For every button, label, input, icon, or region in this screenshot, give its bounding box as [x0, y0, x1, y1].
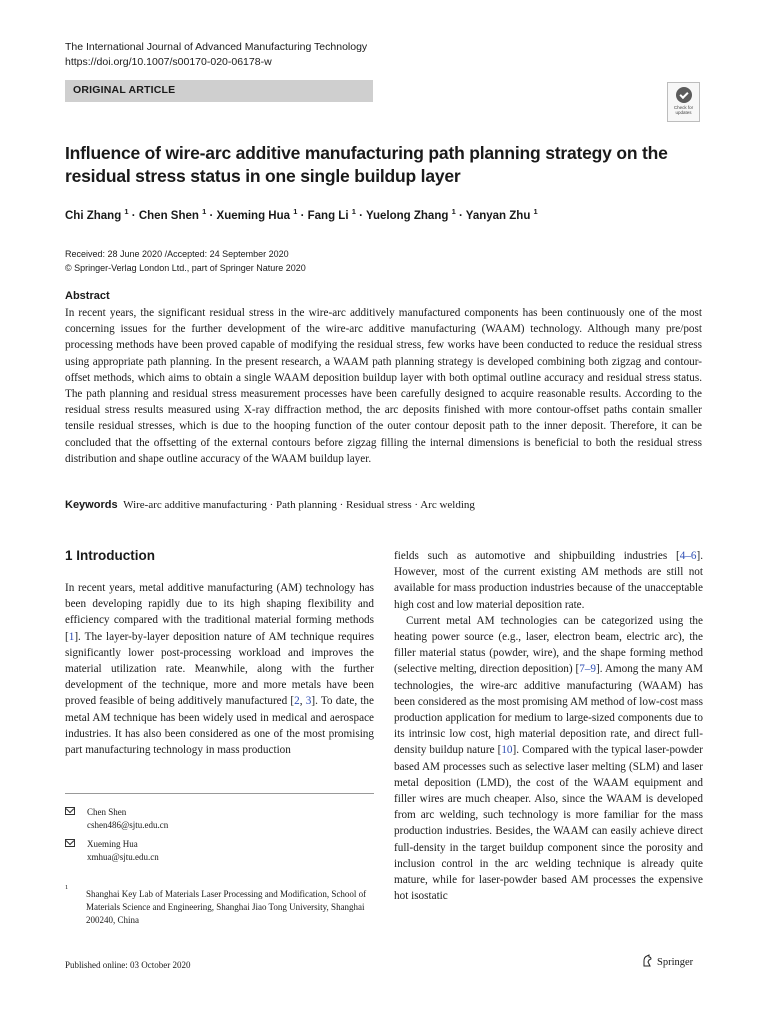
received-accepted-dates: Received: 28 June 2020 /Accepted: 24 September 2020	[65, 249, 289, 259]
text-run: ]. To date, the metal AM technique has been widely used in medical and aerospace industries. It has also been considered as one of the most promising part manufacturing technology in mass production	[65, 695, 374, 757]
check-for-updates-label: Check for updates	[673, 105, 694, 115]
author-name[interactable]: Chi Zhang	[65, 209, 122, 222]
article-dates	[65, 247, 306, 275]
journal-header	[65, 40, 367, 70]
author-separator: ·	[300, 209, 305, 222]
contact-email[interactable]: cshen486@sjtu.edu.cn	[87, 820, 169, 830]
body-column-left	[65, 580, 374, 758]
author-list	[65, 207, 538, 222]
check-badge-icon	[676, 87, 692, 103]
envelope-icon	[65, 807, 75, 815]
author-name[interactable]: Yuelong Zhang	[365, 209, 449, 222]
affiliation-text: Shanghai Key Lab of Materials Laser Processing and Modification, School of Materials Science and Engineering, Shanghai Jiao Tong University, Shanghai 200240, China	[86, 889, 367, 925]
contact-name: Chen Shen	[87, 807, 127, 817]
section-heading: 1 Introduction	[65, 548, 155, 563]
springer-horse-icon	[642, 954, 653, 967]
citation-link[interactable]: 7–9	[579, 663, 597, 676]
doi-link[interactable]: https://doi.org/10.1007/s00170-020-06178-w	[65, 56, 272, 68]
text-run: ]. The layer-by-layer deposition nature of AM technique requires significantly lower post-processing workload and improves the material utilization rate. Meanwhile, along with the further development of the technique, more and more metals have been proved feasible of being additively manufactured [	[65, 630, 374, 708]
paragraph	[394, 613, 703, 905]
text-run: In recent years, metal additive manufacturing (AM) technology has been developing rapidly due to its high shaping flexibility and efficiency compared with the traditional material forming methods [	[65, 582, 374, 643]
keywords-line	[65, 499, 475, 511]
author-separator: ·	[209, 209, 214, 222]
text-run: Current metal AM technologies can be categorized using the heating power source (e.g., laser, electron beam, electric arc), the filler material status (powder, wire), and the shape forming method (selective melting, direction deposition) [	[394, 614, 703, 676]
check-for-updates-button[interactable]	[667, 82, 700, 122]
abstract-heading: Abstract	[65, 290, 110, 302]
author-affiliation-mark: 1	[451, 207, 456, 216]
citation-link[interactable]: 4–6	[679, 550, 697, 562]
contact-name: Xueming Hua	[87, 839, 138, 849]
citation-link[interactable]: 3	[305, 695, 312, 708]
text-run: ,	[299, 695, 306, 708]
citation-link[interactable]: 2	[294, 695, 300, 708]
publisher-logo	[642, 952, 693, 968]
author-name[interactable]: Fang Li	[307, 209, 349, 222]
author-separator: ·	[458, 209, 463, 222]
paragraph	[394, 548, 703, 613]
article-type-bar	[65, 80, 373, 102]
author-affiliation-mark: 1	[533, 207, 538, 216]
paragraph	[65, 580, 374, 758]
author-affiliation-mark: 1	[124, 207, 129, 216]
abstract-text: In recent years, the significant residual stress in the wire-arc additively manufactured components has been continuously one of the most concerning issues for the further development of the wire-arc additive manufacturing (WAAM) technology. Although many pre/post processing methods have been proved capable of modifying the residual stress, few works have been conducted to reduce the residual stress using appropriate path planning. In the present research, a WAAM path planning strategy is developed combining both zigzag and contour-offset methods, which aims to obtain a single WAAM deposition buildup layer with both optimal outline accuracy and residual stress status. The path planning and residual stress measurement processes have been carefully designed to acquire reasonable results. According to the residual stress results measured using X-ray diffraction method, the arc deposits finished with more contour-offset paths contain smaller tensile residual stresses, which is due to the hooping function of the outer contour deposit path to the inner deposit. Therefore, it can be concluded that the offsetting of the external contours before zigzag filling the internal dimensions is beneficial to both the residual stress distribution and shape outline accuracy of the WAAM buildup layer.	[65, 307, 702, 465]
author-separator: ·	[131, 209, 136, 222]
article-title: Influence of wire-arc additive manufacturing path planning strategy on the residual stress status in one single buildup layer	[65, 143, 668, 186]
affiliation-number: 1	[65, 884, 69, 891]
author-affiliation-mark: 1	[293, 207, 298, 216]
journal-name: The International Journal of Advanced Manufacturing Technology	[65, 41, 368, 53]
article-type-label: ORIGINAL ARTICLE	[73, 84, 176, 96]
keywords-heading: Keywords	[65, 499, 118, 511]
published-date: Published online: 03 October 2020	[65, 960, 191, 970]
envelope-icon	[65, 839, 75, 847]
author-separator: ·	[359, 209, 363, 222]
citation-link[interactable]: 1	[68, 630, 75, 643]
text-run: ]. Compared with the typical laser-powder based AM processes such as selective laser melting (SLM) and laser metal deposition (LMD), the cost of the WAAM equipment and filler wires are much cheaper. Also, since the WAAM is developed from arc welding, such technology is more familiar for the mass production industries. Besides, the WAAM can easily achieve direct full-density in the target buildup component since the porosity and inclusion control in the arc welding technique is already quite mature, while for laser-powder based AM processes the expensive hot isostatic	[394, 744, 704, 903]
author-name[interactable]: Chen Shen	[138, 209, 199, 222]
citation-link[interactable]: 10	[501, 744, 513, 757]
text-run: ]. Among the many AM technologies, the wire-arc additive manufacturing (WAAM) has been considered as the most promising AM method of low-cost mass production application for medium to large-sized components due to its intrinsic low cost, high material deposition rate, and direct full-density buildup nature [	[394, 663, 703, 757]
author-affiliation-mark: 1	[202, 207, 207, 216]
body-column-right	[394, 548, 703, 904]
copyright-notice: © Springer-Verlag London Ltd., part of Springer Nature 2020	[65, 263, 306, 273]
author-name[interactable]: Xueming Hua	[216, 209, 291, 222]
footnote-divider	[65, 793, 374, 794]
author-affiliation-mark: 1	[351, 207, 356, 216]
publisher-name: Springer	[657, 957, 694, 968]
contact-email[interactable]: xmhua@sjtu.edu.cn	[87, 852, 159, 862]
keywords-list: Wire-arc additive manufacturing · Path planning · Residual stress · Arc welding	[123, 499, 475, 511]
author-name[interactable]: Yanyan Zhu	[465, 209, 531, 222]
text-run: fields such as automotive and shipbuilding industries [	[394, 550, 680, 562]
text-run: ]. However, most of the current existing AM methods are still not available for mass production industries because of the unacceptable high cost and low material deposition rate.	[394, 550, 703, 611]
